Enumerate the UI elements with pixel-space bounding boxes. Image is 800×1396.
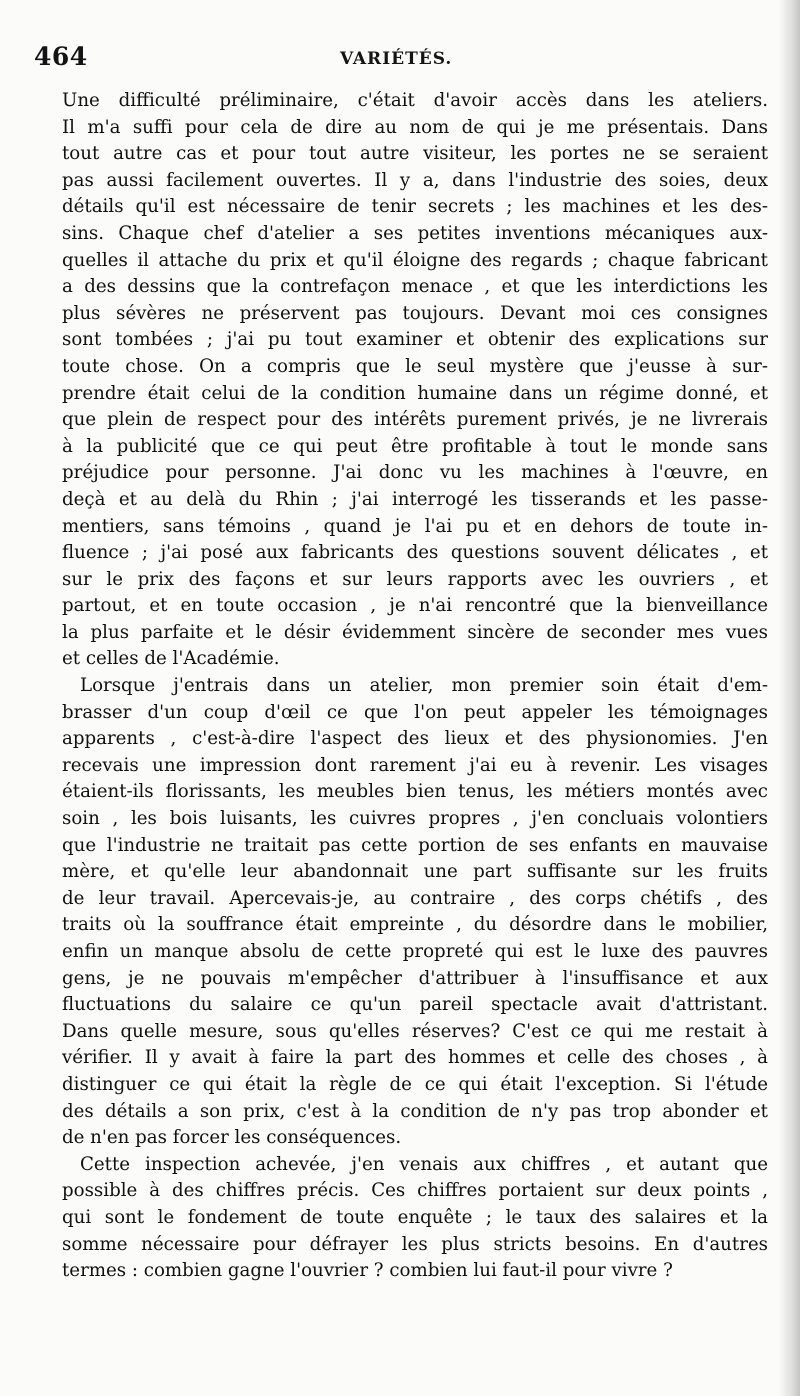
text-line: plus sévères ne préservent pas toujours. Devant moi ces consignes [62, 302, 768, 324]
text-line: Dans quelle mesure, sous qu'elles réserves? C'est ce qui me restait à [62, 1020, 768, 1042]
text-line: que plein de respect pour des intérêts purement privés, je ne livrerais [62, 409, 768, 431]
text-line: et celles de l'Académie. [62, 648, 280, 670]
text-line: Une difficulté préliminaire, c'était d'avoir accès dans les ateliers. [62, 90, 768, 111]
text-line: fluence ; j'ai posé aux fabricants des questions souvent délicates , et [62, 542, 768, 564]
text-line: tout autre cas et pour tout autre visiteur, les portes ne se seraient [62, 143, 768, 165]
paragraph [62, 88, 768, 673]
text-line: soin , les bois luisants, les cuivres propres , j'en concluais volontiers [62, 808, 768, 830]
text-line: vérifier. Il y avait à faire la part des hommes et celle des choses , à [62, 1047, 768, 1069]
text-line: préjudice pour personne. J'ai donc vu les machines à l'œuvre, en [62, 462, 768, 484]
text-line: a des dessins que la contrefaçon menace , et que les interdictions les [62, 276, 768, 298]
text-line: Lorsque j'entrais dans un atelier, mon premier soin était d'em- [80, 675, 768, 697]
text-line: distinguer ce qui était la règle de ce qui était l'exception. Si l'étude [62, 1073, 768, 1095]
text-line: brasser d'un coup d'œil ce que l'on peut appeler les témoignages [62, 701, 768, 723]
page-header [34, 42, 774, 78]
text-line: qui sont le fondement de toute enquête ; le taux des salaires et la [62, 1206, 768, 1228]
text-line: fluctuations du salaire ce qu'un pareil spectacle avait d'attristant. [62, 994, 768, 1016]
text-line: enfin un manque absolu de cette propreté qui est le luxe des pauvres [62, 941, 768, 962]
text-line: toute chose. On a compris que le seul mystère que j'eusse à sur- [62, 355, 768, 377]
text-line: partout, et en toute occasion , je n'ai rencontré que la bienveillance [62, 595, 768, 617]
paragraph [62, 673, 768, 1152]
text-line: termes : combien gagne l'ouvrier ? combien lui faut-il pour vivre ? [62, 1260, 673, 1282]
text-line: Cette inspection achevée, j'en venais aux chiffres , et autant que [80, 1153, 768, 1175]
body-text [62, 88, 768, 1285]
text-line: traits où la souffrance était empreinte , du désordre dans le mobilier, [62, 914, 768, 936]
text-line: étaient-ils florissants, les meubles bien tenus, les métiers montés avec [62, 781, 768, 803]
text-line: sins. Chaque chef d'atelier a ses petites inventions mécaniques aux- [62, 222, 768, 244]
text-line: recevais une impression dont rarement j'ai eu à revenir. Les visages [62, 754, 768, 776]
text-line: de leur travail. Apercevais-je, au contraire , des corps chétifs , des [62, 887, 768, 909]
text-line: deçà et au delà du Rhin ; j'ai interrogé les tisserands et les passe- [62, 488, 768, 510]
text-line: Il m'a suffi pour cela de dire au nom de qui je me présentais. Dans [62, 116, 768, 138]
running-head: VARIÉTÉS. [340, 49, 453, 69]
text-line: pas aussi facilement ouvertes. Il y a, dans l'industrie des soies, deux [62, 169, 768, 191]
text-line: de n'en pas forcer les conséquences. [62, 1127, 402, 1149]
text-line: sont tombées ; j'ai pu tout examiner et obtenir des explications sur [62, 329, 768, 351]
paragraph [62, 1152, 768, 1285]
text-line: que l'industrie ne traitait pas cette portion de ses enfants en mauvaise [62, 834, 768, 856]
page-edge-shadow [778, 0, 800, 1396]
text-line: gens, je ne pouvais m'empêcher d'attribuer à l'insuffisance et aux [62, 967, 768, 989]
text-line: apparents , c'est-à-dire l'aspect des lieux et des physionomies. J'en [62, 728, 768, 750]
text-line: détails qu'il est nécessaire de tenir secrets ; les machines et les des- [62, 196, 768, 218]
text-line: mère, et qu'elle leur abandonnait une part suffisante sur les fruits [62, 861, 768, 883]
text-line: des détails a son prix, c'est à la condition de n'y pas trop abonder et [62, 1100, 768, 1122]
text-line: la plus parfaite et le désir évidemment sincère de seconder mes vues [62, 621, 768, 643]
text-line: prendre était celui de la condition humaine dans un régime donné, et [62, 382, 768, 404]
text-line: somme nécessaire pour défrayer les plus stricts besoins. En d'autres [62, 1233, 768, 1255]
text-line: mentiers, sans témoins , quand je l'ai pu et en dehors de toute in- [62, 515, 768, 537]
text-line: possible à des chiffres précis. Ces chiffres portaient sur deux points , [62, 1180, 768, 1202]
text-line: à la publicité que ce qui peut être profitable à tout le monde sans [62, 435, 768, 457]
page-number: 464 [34, 42, 88, 71]
text-line: quelles il attache du prix et qu'il éloigne des regards ; chaque fabricant [62, 249, 768, 271]
text-line: sur le prix des façons et sur leurs rapports avec les ouvriers , et [62, 568, 768, 590]
